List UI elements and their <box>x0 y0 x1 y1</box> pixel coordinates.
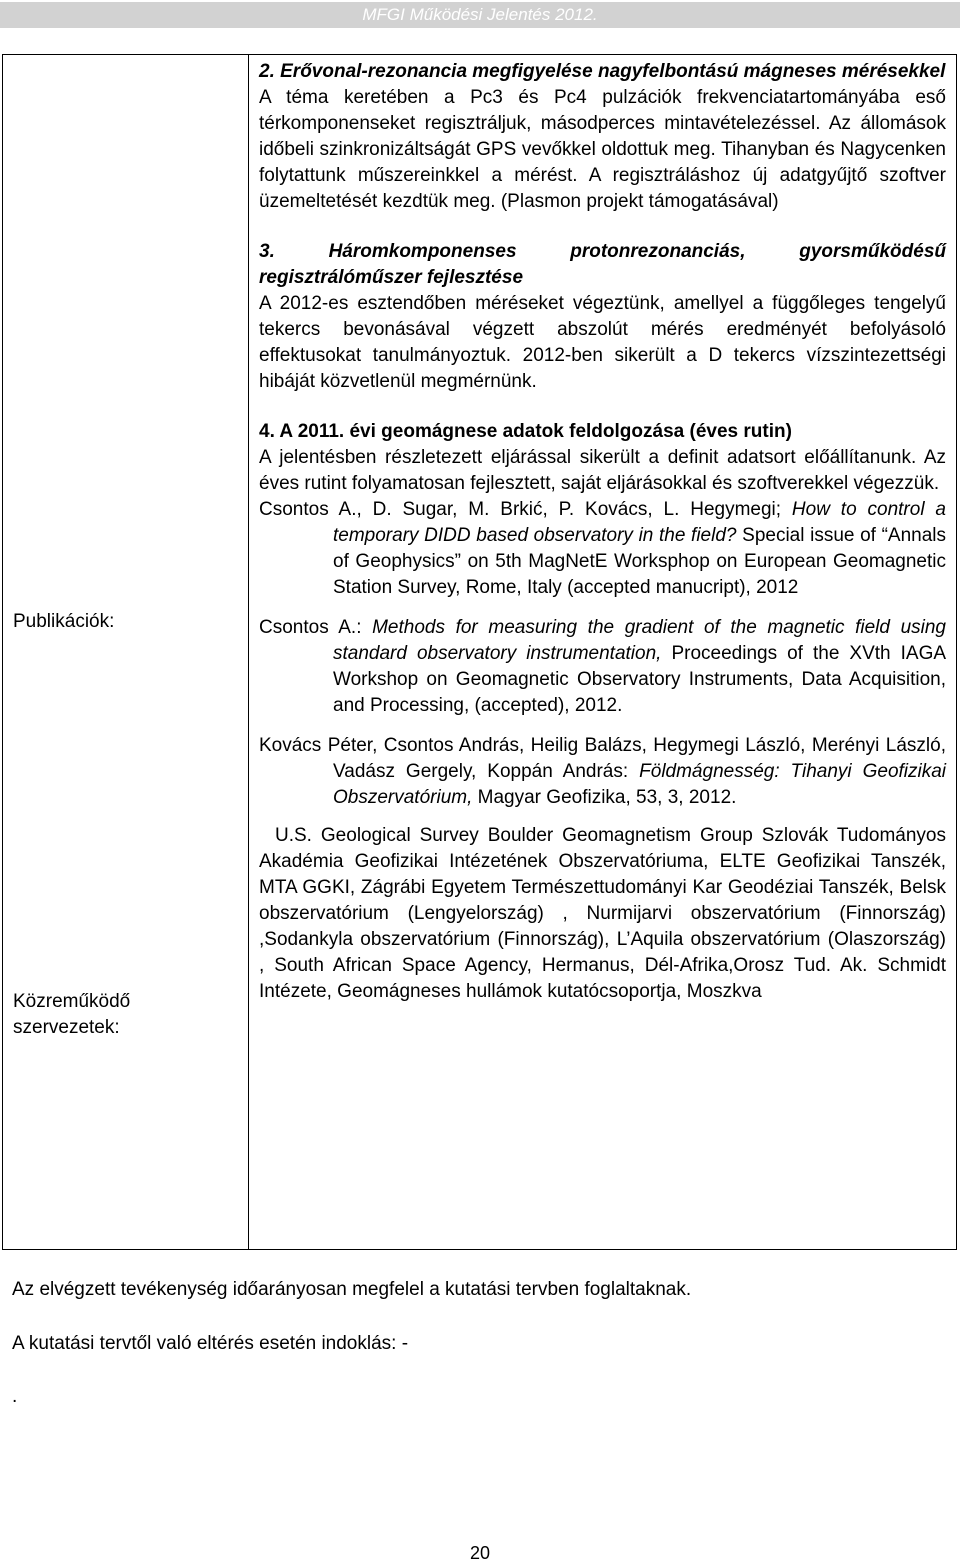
publication-source: Special issue of “Annals of Geophysics” on 5th MagNetE Worksphop on European Geomagnetic Station Survey, Rome, Italy (accepted manucript), 2012 <box>333 525 947 598</box>
publication-item <box>259 733 946 811</box>
label-publications: Publikációk: <box>13 611 115 632</box>
header-title: MFGI Működési Jelentés 2012. <box>362 5 598 24</box>
page-number: 20 <box>469 1543 491 1563</box>
publication-source: Proceedings of the XVth IAGA Workshop on Geomagnetic Observatory Instruments, Data Acquisition, and Processing, (accepted), 2012. <box>333 643 947 716</box>
label-cell <box>3 55 248 1249</box>
footer-line-1: Az elvégzett tevékenység időarányosan megfelel a kutatási tervben foglaltaknak. <box>12 1279 692 1300</box>
label-column <box>3 55 249 1250</box>
publication-item <box>259 497 946 601</box>
footer-line-2: A kutatási tervtől való eltérés esetén indoklás: - <box>12 1333 409 1354</box>
section-body: A jelentésben részletezett eljárással sikerült a definit adatsort előállítanunk. Az éves rutint folyamatosan fejlesztett, saját eljárásokkal és szoftverekkel végezzük. <box>259 447 946 494</box>
publication-authors: Csontos A., D. Sugar, M. Brkić, P. Kovács, L. Hegymegi; <box>259 499 782 520</box>
publication-title: How to control a temporary DIDD based observatory in the field? <box>333 499 946 546</box>
publication-authors: Csontos A.: <box>259 617 362 638</box>
footer-line-3: . <box>12 1386 18 1407</box>
publication-source: Magyar Geofizika, 53, 3, 2012. <box>477 787 737 808</box>
section-title: 4. A 2011. évi geomágnese adatok feldolgozása (éves rutin) <box>259 421 792 442</box>
publications-list <box>259 497 946 823</box>
section-4 <box>259 419 946 497</box>
content-inner <box>249 55 956 1009</box>
publication-title: Földmágnesség: Tihanyi Geofizikai Obszervatórium, <box>333 761 947 808</box>
publication-authors: Kovács Péter, Csontos András, Heilig Balázs, Hegymegi László, Merényi László, Vadász Gergely, Koppán András: <box>259 735 946 782</box>
table-row <box>3 55 957 1250</box>
section-title: 3. Háromkomponenses protonrezonanciás, gyorsműködésű regisztrálóműszer fejlesztése <box>259 241 946 288</box>
report-table <box>2 54 957 1250</box>
label-cooperating-2: szervezetek: <box>13 1017 120 1038</box>
label-cooperating-1: Közreműködő <box>13 991 131 1012</box>
cooperating-organizations: U.S. Geological Survey Boulder Geomagnetism Group Szlovák Tudományos Akadémia Geofizikai Intézetének Obszervatóriuma, ELTE Geofizikai Tanszék, MTA GGKI, Zágrábi Egyetem Természettudományi Kar Geodéziai Tanszék, Belsk obszervatórium (Lengyelország) , Nurmijarvi obszervatórium (Finnország) ,Sodankyla obszervatórium (Finnország), L’Aquila obszervatórium (Olaszország) , South African Space Agency, Hermanus, Dél-Afrika,Orosz Tud. Ak. Schmidt Intézete, Geomágneses hullámok kutatócsoportja, Moszkva <box>259 825 946 1002</box>
page-header <box>0 2 960 28</box>
section-body: A téma keretében a Pc3 és Pc4 pulzációk frekvenciatartományába eső térkomponenseket regisztráljuk, másodperces mintavételezéssel. Az állomások időbeli szinkronizáltságát GPS vevőkkel oldottuk meg. Tihanyban és Nagycenken folytattunk műszereinkkel a mérést. A regisztráláshoz új adatgyűjtő szoftver üzemeltetését kezdtük meg. (Plasmon projekt támogatásával) <box>259 87 946 212</box>
section-3 <box>259 239 946 395</box>
publication-item <box>259 615 946 719</box>
section-2 <box>259 59 946 215</box>
section-title: 2. Erővonal-rezonancia megfigyelése nagyfelbontású mágneses mérésekkel <box>259 61 946 82</box>
publication-title: Methods for measuring the gradient of the magnetic field using standard observatory instrumentation, <box>333 617 946 664</box>
section-body: A 2012-es esztendőben méréseket végeztünk, amellyel a függőleges tengelyű tekercs bevonásával végzett abszolút mérés eredményét befolyásoló effektusokat tanulmányoztuk. 2012-ben sikerült a D tekercs vízszintezettségi hibáját közvetlenül megmérnünk. <box>259 293 946 392</box>
content-column <box>249 55 957 1250</box>
